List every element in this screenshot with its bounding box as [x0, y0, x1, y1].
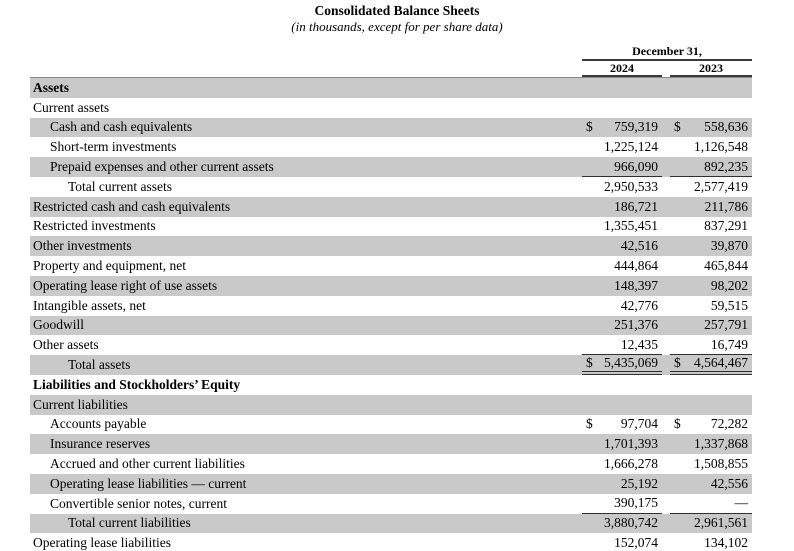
column-gap	[662, 256, 670, 276]
value-2024: 1,225,124	[604, 139, 658, 155]
value-2024: 12,435	[620, 336, 658, 352]
row-label: Insurance reserves	[50, 436, 151, 452]
column-gap	[662, 236, 670, 256]
value-2023: 4,564,467	[694, 355, 748, 371]
column-gap	[662, 434, 670, 454]
column-gap	[662, 494, 670, 514]
column-gap	[662, 118, 670, 138]
value-cell-2024	[582, 316, 662, 336]
table-row	[30, 454, 752, 474]
value-cell-2024	[582, 118, 662, 138]
value-2023: 16,749	[710, 336, 748, 352]
row-label: Liabilities and Stockholders’ Equity	[33, 376, 241, 392]
table-row	[30, 137, 752, 157]
row-label: Total assets	[68, 357, 131, 373]
value-2023: 1,126,548	[694, 139, 748, 155]
column-gap	[662, 474, 670, 494]
table-row	[30, 474, 752, 494]
value-2024: 25,192	[620, 475, 658, 491]
value-cell-2024	[582, 395, 662, 415]
value-2023: 1,337,868	[694, 436, 748, 452]
row-label: Operating lease liabilities	[33, 535, 171, 551]
currency-symbol: $	[674, 119, 681, 135]
value-2024: 152,074	[614, 535, 658, 551]
value-cell-2023	[670, 78, 752, 98]
value-cell-2023	[670, 355, 752, 375]
value-2024: 1,666,278	[604, 456, 658, 472]
table-row	[30, 355, 752, 375]
table-row	[30, 335, 752, 355]
row-label: Current assets	[33, 99, 110, 115]
value-cell-2023	[670, 256, 752, 276]
table-row	[30, 415, 752, 435]
value-2024: 251,376	[614, 317, 658, 333]
value-2023: 2,577,419	[694, 178, 748, 194]
document-title: Consolidated Balance Sheets	[314, 3, 480, 18]
row-label: Cash and cash equivalents	[50, 119, 193, 135]
table-row	[30, 236, 752, 256]
value-cell-2023	[670, 494, 752, 514]
value-2024: 5,435,069	[604, 355, 658, 371]
value-2023: 59,515	[710, 297, 748, 313]
row-label: Restricted cash and cash equivalents	[33, 198, 231, 214]
row-label: Intangible assets, net	[33, 297, 146, 313]
value-cell-2024	[582, 137, 662, 157]
value-2023: 892,235	[704, 158, 748, 174]
value-2024: 148,397	[614, 277, 658, 293]
column-gap	[662, 335, 670, 355]
year-header-row	[582, 61, 752, 77]
value-cell-2023	[670, 217, 752, 237]
table-row	[30, 316, 752, 336]
value-2024: 42,516	[620, 238, 658, 254]
column-header-2024: 2024	[582, 61, 662, 77]
value-cell-2024	[582, 217, 662, 237]
document-header	[0, 0, 794, 34]
column-gap	[662, 375, 670, 395]
value-2023: 98,202	[710, 277, 748, 293]
row-label: Accrued and other current liabilities	[50, 456, 245, 472]
column-gap	[662, 296, 670, 316]
value-2023: 42,556	[710, 475, 748, 491]
document-subtitle: (in thousands, except for per share data)	[291, 19, 503, 34]
value-cell-2024	[582, 454, 662, 474]
value-cell-2024	[582, 375, 662, 395]
table-row	[30, 177, 752, 197]
value-cell-2024	[582, 276, 662, 296]
value-cell-2024	[582, 474, 662, 494]
table-body	[30, 77, 752, 551]
column-gap	[662, 395, 670, 415]
row-label: Current liabilities	[33, 396, 128, 412]
value-cell-2024	[582, 197, 662, 217]
table-row	[30, 434, 752, 454]
value-2024: 390,175	[614, 495, 658, 511]
value-cell-2023	[670, 395, 752, 415]
value-cell-2023	[670, 236, 752, 256]
table-row	[30, 78, 752, 98]
value-2023: —	[734, 495, 748, 511]
value-cell-2023	[670, 296, 752, 316]
row-label: Prepaid expenses and other current assets	[50, 159, 274, 175]
value-cell-2024	[582, 256, 662, 276]
table-row	[30, 197, 752, 217]
value-cell-2024	[582, 177, 662, 197]
value-2023: 257,791	[704, 317, 748, 333]
row-label: Property and equipment, net	[33, 258, 186, 274]
table-row	[30, 276, 752, 296]
value-2023: 72,282	[710, 416, 748, 432]
value-cell-2024	[582, 335, 662, 355]
value-cell-2023	[670, 454, 752, 474]
date-header: December 31,	[582, 44, 752, 61]
column-gap	[662, 355, 670, 375]
currency-symbol: $	[586, 119, 593, 135]
value-2024: 186,721	[614, 198, 658, 214]
value-cell-2024	[582, 415, 662, 435]
value-2024: 1,355,451	[604, 218, 658, 234]
row-label: Operating lease right of use assets	[33, 277, 218, 293]
value-2023: 558,636	[704, 119, 748, 135]
value-cell-2023	[670, 474, 752, 494]
column-gap	[662, 177, 670, 197]
column-gap	[662, 533, 670, 551]
balance-sheet-table	[30, 44, 752, 551]
value-cell-2024	[582, 514, 662, 534]
row-label: Total current assets	[68, 178, 173, 194]
value-cell-2023	[670, 276, 752, 296]
column-gap	[662, 197, 670, 217]
value-cell-2023	[670, 118, 752, 138]
column-header-2023: 2023	[670, 61, 752, 77]
row-label: Short-term investments	[50, 139, 177, 155]
value-cell-2023	[670, 197, 752, 217]
value-cell-2024	[582, 236, 662, 256]
value-cell-2024	[582, 494, 662, 514]
table-row	[30, 296, 752, 316]
currency-symbol: $	[586, 416, 593, 432]
row-label: Assets	[33, 79, 69, 95]
value-2023: 134,102	[704, 535, 748, 551]
value-2024: 966,090	[614, 158, 658, 174]
value-2024: 444,864	[614, 258, 658, 274]
value-2023: 2,961,561	[694, 515, 748, 531]
column-headers	[582, 44, 752, 77]
table-row	[30, 217, 752, 237]
value-cell-2023	[670, 335, 752, 355]
table-row	[30, 375, 752, 395]
value-cell-2024	[582, 434, 662, 454]
value-2023: 1,508,855	[694, 456, 748, 472]
column-gap	[662, 157, 670, 177]
currency-symbol: $	[586, 355, 593, 371]
value-cell-2024	[582, 157, 662, 177]
value-cell-2023	[670, 533, 752, 551]
value-cell-2023	[670, 316, 752, 336]
value-2023: 211,786	[704, 198, 748, 214]
column-gap	[662, 415, 670, 435]
value-2023: 837,291	[704, 218, 748, 234]
column-gap	[662, 61, 670, 77]
value-2024: 42,776	[620, 297, 658, 313]
column-gap	[662, 276, 670, 296]
value-cell-2024	[582, 355, 662, 375]
value-cell-2024	[582, 98, 662, 118]
value-cell-2024	[582, 78, 662, 98]
row-label: Goodwill	[33, 317, 85, 333]
table-row	[30, 157, 752, 177]
row-label: Accounts payable	[50, 416, 147, 432]
row-label: Total current liabilities	[68, 515, 191, 531]
table-row	[30, 494, 752, 514]
value-cell-2023	[670, 434, 752, 454]
column-gap	[662, 217, 670, 237]
currency-symbol: $	[674, 355, 681, 371]
table-row	[30, 256, 752, 276]
value-2024: 2,950,533	[604, 178, 658, 194]
column-gap	[662, 137, 670, 157]
row-label: Convertible senior notes, current	[50, 495, 227, 511]
value-2024: 1,701,393	[604, 436, 658, 452]
value-2023: 39,870	[710, 238, 748, 254]
value-cell-2023	[670, 375, 752, 395]
value-cell-2023	[670, 415, 752, 435]
table-row	[30, 395, 752, 415]
currency-symbol: $	[674, 416, 681, 432]
row-label: Other assets	[33, 337, 99, 353]
row-label: Restricted investments	[33, 218, 156, 234]
column-gap	[662, 454, 670, 474]
row-label: Operating lease liabilities — current	[50, 475, 247, 491]
value-cell-2023	[670, 137, 752, 157]
value-cell-2023	[670, 157, 752, 177]
value-2024: 759,319	[614, 119, 658, 135]
value-cell-2023	[670, 98, 752, 118]
value-2023: 465,844	[704, 258, 748, 274]
value-2024: 97,704	[620, 416, 658, 432]
value-cell-2023	[670, 514, 752, 534]
value-cell-2024	[582, 296, 662, 316]
value-cell-2024	[582, 533, 662, 551]
column-gap	[662, 514, 670, 534]
row-label: Other investments	[33, 238, 132, 254]
table-row	[30, 98, 752, 118]
column-gap	[662, 78, 670, 98]
value-cell-2023	[670, 177, 752, 197]
table-row	[30, 533, 752, 551]
value-2024: 3,880,742	[604, 515, 658, 531]
table-row	[30, 514, 752, 534]
column-gap	[662, 98, 670, 118]
table-row	[30, 118, 752, 138]
column-gap	[662, 316, 670, 336]
